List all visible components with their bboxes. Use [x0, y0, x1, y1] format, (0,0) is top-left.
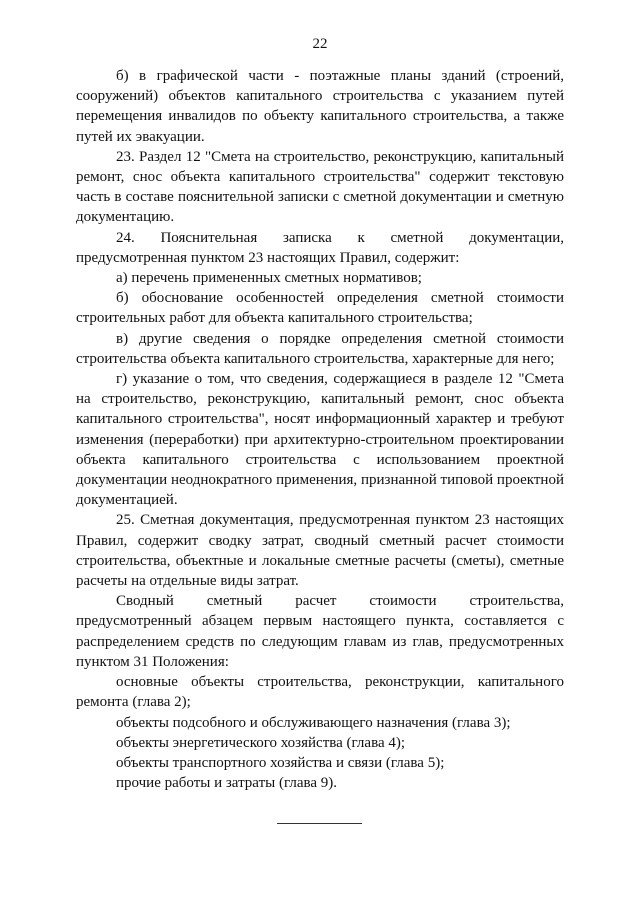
paragraph-23: 23. Раздел 12 "Смета на строительство, реконструкцию, капитальный ремонт, снос объекта капитального строительства" содержит текстовую часть в составе пояснительной записки с сметной документации и сметную документацию.: [76, 148, 564, 226]
list-item-chapter-2: основные объекты строительства, реконструкции, капитального ремонта (глава 2);: [76, 674, 564, 711]
paragraph-24-a: а) перечень примененных сметных нормативов;: [116, 270, 422, 287]
paragraph-24-b: б) обоснование особенностей определения сметной стоимости строительных работ для объекта капитального строительства;: [76, 290, 564, 327]
paragraph-24-v: в) другие сведения о порядке определения сметной стоимости строительства объекта капитального строительства, характерные для него;: [76, 330, 564, 367]
paragraph-24: 24. Пояснительная записка к сметной документации, предусмотренная пунктом 23 настоящих Правил, содержит:: [76, 229, 564, 266]
paragraph-24-g: г) указание о том, что сведения, содержащиеся в разделе 12 "Смета на строительство, реконструкцию, капитальный ремонт, снос объекта капитального строительства", носят информационный характер и требуют изменения (переработки) при архитектурно-строительном проектировании объекта капитального строительства с использованием проектной документации неоднократного применения, признанной типовой проектной документацией.: [76, 371, 564, 509]
list-item-chapter-5: объекты транспортного хозяйства и связи (глава 5);: [116, 754, 445, 771]
page-number: 22: [312, 36, 328, 52]
paragraph-25: 25. Сметная документация, предусмотренная пунктом 23 настоящих Правил, содержит сводку затрат, сводный сметный расчет стоимости строительства, объектные и локальные сметные расчеты (сметы), сметные расчеты на отдельные виды затрат.: [76, 512, 564, 590]
list-item-chapter-3: объекты подсобного и обслуживающего назначения (глава 3);: [116, 714, 511, 731]
document-body: [76, 66, 564, 793]
list-item-chapter-9: прочие работы и затраты (глава 9).: [116, 775, 338, 792]
list-item-chapter-4: объекты энергетического хозяйства (глава 4);: [116, 734, 406, 751]
paragraph-graphic-part: б) в графической части - поэтажные планы зданий (строений, сооружений) объектов капитального строительства с указанием путей перемещения инвалидов по объекту капитального строительства, а также путей их эвакуации.: [76, 68, 564, 145]
paragraph-summary-estimate: Сводный сметный расчет стоимости строительства, предусмотренный абзацем первым настоящего пункта, составляется с распределением средств по следующим главам из глав, предусмотренных пунктом 31 Положения:: [76, 593, 564, 670]
footer-divider: [277, 823, 362, 824]
